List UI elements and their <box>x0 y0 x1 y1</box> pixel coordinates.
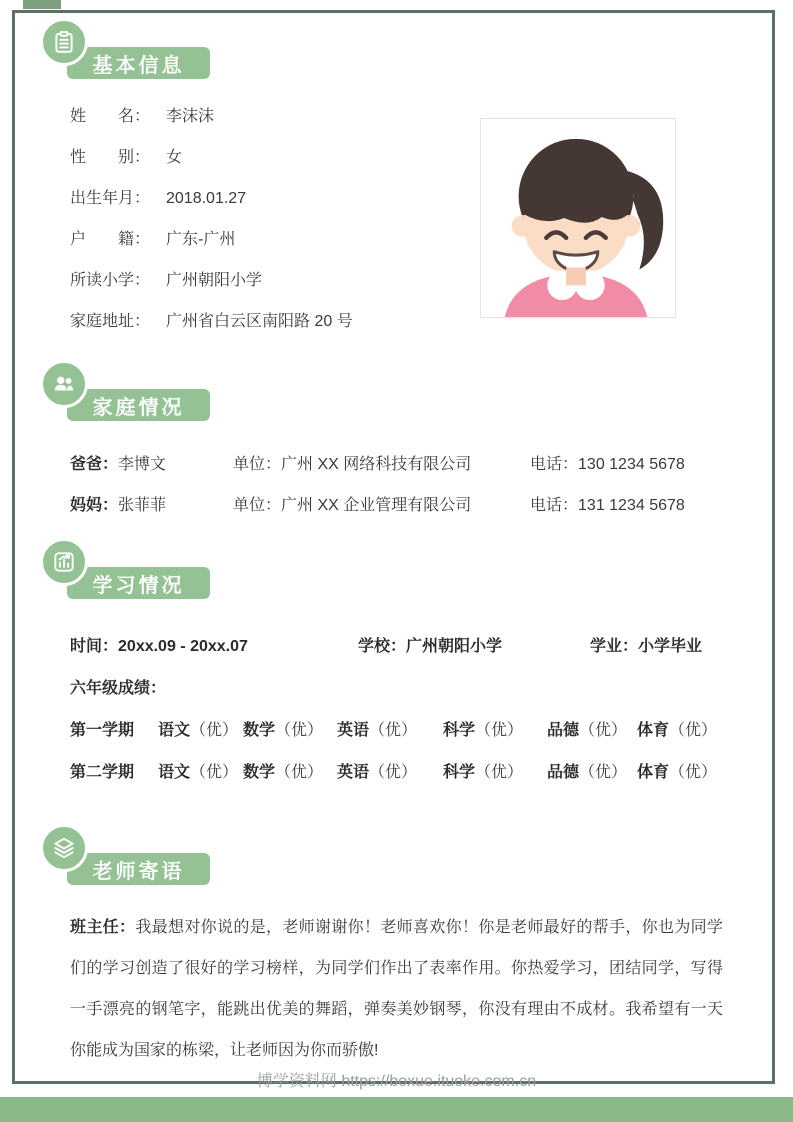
time-label: 时间： <box>70 638 119 655</box>
unit-label: 单位： <box>233 456 282 473</box>
bottom-band <box>0 1097 793 1122</box>
field-label: 所读小学： <box>70 272 151 289</box>
grade-title: 六年级成绩： <box>70 680 167 697</box>
time-value: 20xx.09 - 20xx.07 <box>118 638 248 655</box>
family-row-father <box>70 444 723 485</box>
grade-cell: 语文（优） <box>158 722 239 739</box>
field-label: 出生年月： <box>70 190 151 207</box>
grade-cell: 体育（优） <box>637 764 718 781</box>
field-birth <box>70 178 353 219</box>
field-value: 李沫沫 <box>166 108 215 125</box>
field-value: 广州省白云区南阳路 20 号 <box>166 313 353 330</box>
grade-row-semester2 <box>70 752 723 794</box>
school-label: 学校： <box>358 638 407 655</box>
section-title-study: 学习情况 <box>67 567 210 599</box>
phone <box>530 485 723 526</box>
site-watermark: 博学资料网 https://boxue.ituoke.com.cn <box>256 1073 537 1090</box>
grade-cell: 数学（优） <box>243 764 324 781</box>
field-label: 姓 名： <box>70 108 151 125</box>
grade-cell: 品德（优） <box>547 764 628 781</box>
field-label: 家庭地址： <box>70 313 151 330</box>
study-school <box>358 626 590 668</box>
semester-label: 第一学期 <box>70 722 135 739</box>
phone-label: 电话： <box>530 456 579 473</box>
family-people-icon <box>40 360 88 408</box>
phone-value: 131 1234 5678 <box>578 497 685 514</box>
school-value: 广州朝阳小学 <box>406 638 503 655</box>
field-value: 2018.01.27 <box>166 190 247 207</box>
family-row-mother <box>70 485 723 526</box>
field-value: 广东-广州 <box>166 231 236 248</box>
study-degree <box>590 626 723 668</box>
grade-cell: 科学（优） <box>443 722 524 739</box>
relation-name <box>70 444 233 485</box>
family-list <box>70 444 723 526</box>
field-school <box>70 260 353 301</box>
chart-icon <box>40 538 88 586</box>
field-registry <box>70 219 353 260</box>
field-label: 户 籍： <box>70 231 151 248</box>
study-summary-row <box>70 626 723 668</box>
relation-label: 妈妈： <box>70 497 119 514</box>
phone-value: 130 1234 5678 <box>578 456 685 473</box>
basic-info-list <box>70 96 353 342</box>
degree-label: 学业： <box>590 638 639 655</box>
semester-label: 第二学期 <box>70 764 135 781</box>
work-unit <box>233 485 530 526</box>
message-text: 我最想对你说的是，老师谢谢你！老师喜欢你！你是老师最好的帮手，你也为同学们的学习创造了很好的学习榜样，为同学们作出了表率作用。你热爱学习，团结同学，写得一手漂亮的钢笔字，能跳出优美的舞蹈，弹奏美妙钢琴，你没有理由不成材。我希望有一天你能成为国家的栋梁，让老师因为你而骄傲! <box>70 919 723 1059</box>
section-title-family: 家庭情况 <box>67 389 210 421</box>
grade-cell: 语文（优） <box>158 764 239 781</box>
field-gender <box>70 137 353 178</box>
relation-value: 张菲菲 <box>118 497 167 514</box>
grade-cell: 体育（优） <box>637 722 718 739</box>
girl-avatar-illustration <box>481 119 675 317</box>
section-title-basic: 基本信息 <box>67 47 210 79</box>
field-value: 广州朝阳小学 <box>166 272 263 289</box>
grade-cell: 科学（优） <box>443 764 524 781</box>
section-title-teacher: 老师寄语 <box>67 853 210 885</box>
unit-label: 单位： <box>233 497 282 514</box>
grade-cell: 英语（优） <box>337 764 418 781</box>
top-tab <box>23 0 61 9</box>
degree-value: 小学毕业 <box>638 638 703 655</box>
unit-value: 广州 XX 企业管理有限公司 <box>281 497 472 514</box>
relation-name <box>70 485 233 526</box>
field-label: 性 别： <box>70 149 151 166</box>
teacher-message <box>70 907 723 1071</box>
study-block <box>70 626 723 794</box>
grade-row-semester1 <box>70 710 723 752</box>
clipboard-icon <box>40 18 88 66</box>
layers-icon <box>40 824 88 872</box>
relation-value: 李博文 <box>118 456 167 473</box>
field-value: 女 <box>166 149 183 166</box>
grade-cell: 数学（优） <box>243 722 324 739</box>
field-address <box>70 301 353 342</box>
speaker-label: 班主任： <box>70 919 136 936</box>
relation-label: 爸爸： <box>70 456 119 473</box>
work-unit <box>233 444 530 485</box>
field-name <box>70 96 353 137</box>
unit-value: 广州 XX 网络科技有限公司 <box>281 456 472 473</box>
phone <box>530 444 723 485</box>
study-time <box>70 626 358 668</box>
phone-label: 电话： <box>530 497 579 514</box>
student-photo <box>480 118 676 318</box>
grade-cell: 品德（优） <box>547 722 628 739</box>
grade-cell: 英语（优） <box>337 722 418 739</box>
